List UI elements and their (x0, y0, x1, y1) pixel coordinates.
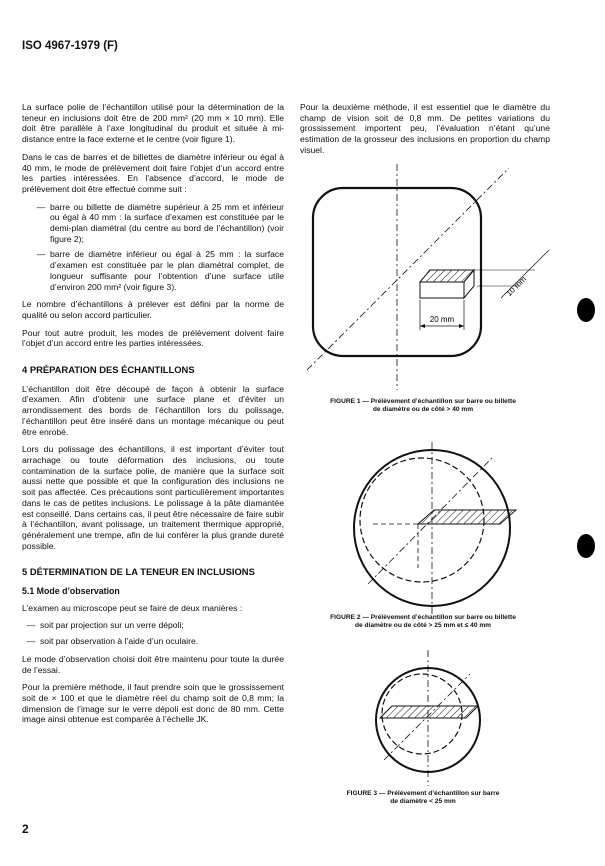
list-item-text: soit par observation à l’aide d’un oculaire. (40, 636, 199, 647)
sample-front-face (420, 282, 464, 298)
figure-2-diagram (340, 428, 520, 618)
section-heading-5: 5 DÉTERMINATION DE LA TENEUR EN INCLUSIONS (22, 566, 255, 578)
figure-1-caption-line-1: FIGURE 1 — Prélèvement d’échantillon sur barre ou billette (330, 398, 516, 405)
figure-2-caption-line-1: FIGURE 2 — Prélèvement d’échantillon sur barre ou billette (330, 614, 516, 621)
paragraph-polishing: Lors du polissage des échantillons, il est important d’éviter tout arrachage ou toute déformation des inclusions, ou toute contamination de la surface polie, de manière que la surface soit aussi nette que possible et que la configuration des inclusions ne soit pas affectée. Ces précautions sont particulièrement importantes dans le cas de petites inclusions. Le polissage à la pâte diamantée est conseillé. Dans certains cas, il peut être nécessaire de faire subir à l’échantillon, avant polissage, un traitement thermique approprié, généralement une trempe, afin de lui conférer la plus grande dureté possible. (22, 444, 284, 551)
paragraph-sample-count: Le nombre d’échantillons à prélever est défini par la norme de qualité ou selon accord particulier. (22, 299, 284, 320)
paragraph-mode-kept: Le mode d’observation choisi doit être maintenu pour toute la durée de l’essai. (22, 653, 284, 675)
list-item: — soit par projection sur un verre dépoli; (22, 620, 284, 631)
figure-3-caption (298, 790, 548, 806)
page-number: 2 (22, 822, 29, 836)
dimension-label-10mm: 10 mm (504, 274, 529, 299)
punch-hole-mark (577, 298, 595, 322)
punch-hole-mark (577, 534, 595, 558)
figure-1-caption (298, 398, 548, 414)
figure-2-caption (298, 614, 548, 630)
paragraph-second-method: Pour la deuxième méthode, il est essentiel que le diamètre du champ de vision soit de 0,8 mm. De petites variations du grossissement importent peu, l’évaluation n’étant qu’une estimation de la grosseur des inclusions en proportion du champ visuel. (300, 102, 550, 155)
paragraph-other-products: Pour tout autre produit, les modes de prélèvement doivent faire l’objet d’un accord entre les parties intéressées. (22, 327, 284, 349)
right-column (300, 102, 550, 163)
paragraph-cutting: L’échantillon doit être découpé de façon à obtenir la surface d’examen. Afin d’obtenir une surface plane et d’éviter un arrondissement des bords de l’échantillon lors du polissage, l’échantillon peut être inséré dans un montage mécanique ou peut être enrobé. (22, 383, 284, 437)
list-item: — soit par observation à l’aide d’un oculaire. (22, 636, 284, 647)
list-item: — barre ou billette de diamètre supérieur à 25 mm et inférieur ou égal à 40 mm : la surface d’examen est constituée par le demi-plan diamétral (du centre au bord de l’échantillon) (voir figure 2); (36, 201, 284, 244)
figure-2-caption-line-2: de diamètre ou de côté > 25 mm et ≤ 40 mm (354, 622, 492, 629)
paragraph-small-bars: Dans le cas de barres et de billettes de diamètre inférieur ou égal à 40 mm, le mode de prélèvement doit faire l’objet d’un accord entre les parties intéressées. En l’absence d’accord, le mode de prélèvement doit être effectué comme suit : (22, 151, 284, 194)
subsection-heading-5-1: 5.1 Mode d’observation (22, 586, 120, 597)
figure-3-diagram (370, 642, 490, 790)
list-item: — barre de diamètre inférieur ou égal à 25 mm : la surface d’examen est constituée par le plan diamétral complet, de longueur suffisante pour l’obtention d’une surface utile d’environ 200 mm² (voir figure 3). (36, 249, 284, 292)
figure-3-caption-line-2: de diamètre < 25 mm (390, 798, 456, 805)
figure-3-caption-line-1: FIGURE 3 — Prélèvement d’échantillon sur barre (346, 790, 500, 797)
list-item-text: barre ou billette de diamètre supérieur à 25 mm et inférieur ou égal à 40 mm : la surface d’examen est constituée par le demi-plan diamétral (du centre au bord de l’échantillon) (voir figure 2); (50, 201, 284, 244)
paragraph-first-method: Pour la première méthode, il faut prendre soin que le grossissement soit de × 100 et que le diamètre réel du champ soit de 0,8 mm; la dimension de l’image sur le verre dépoli est donc de 80 mm. Cette image ainsi obtenue est comparée à l’échelle JK. (22, 682, 284, 725)
paragraph-sample-surface: La surface polie de l’échantillon utilisé pour la détermination de la teneur en inclusions doit être de 200 mm² (20 mm × 10 mm). Elle doit être parallèle à l’axe longitudinal du produit et située à mi-distance entre la face externe et le centre (voir figure 1). (22, 102, 284, 145)
sample-half-plane (418, 510, 516, 524)
list-item-text: soit par projection sur un verre dépoli; (40, 620, 184, 631)
sample-full-plane (380, 706, 478, 718)
section-heading-4: 4 PRÉPARATION DES ÉCHANTILLONS (22, 364, 195, 376)
list-item-text: barre de diamètre inférieur ou égal à 25 mm : la surface d’examen est constituée par le plan diamétral complet, de longueur suffisante pour l’obtention d’une surface utile d’environ 200 mm² (voir figure 3). (50, 249, 284, 292)
document-header: ISO 4967-1979 (F) (22, 40, 118, 52)
figure-1-caption-line-2: de diamètre ou de côté > 40 mm (372, 406, 474, 413)
paragraph-examination: L’examen au microscope peut se faire de deux manières : (22, 602, 243, 613)
left-column (22, 102, 284, 732)
dimension-label-20mm: 20 mm (429, 315, 455, 324)
figure-1-diagram (295, 158, 560, 398)
